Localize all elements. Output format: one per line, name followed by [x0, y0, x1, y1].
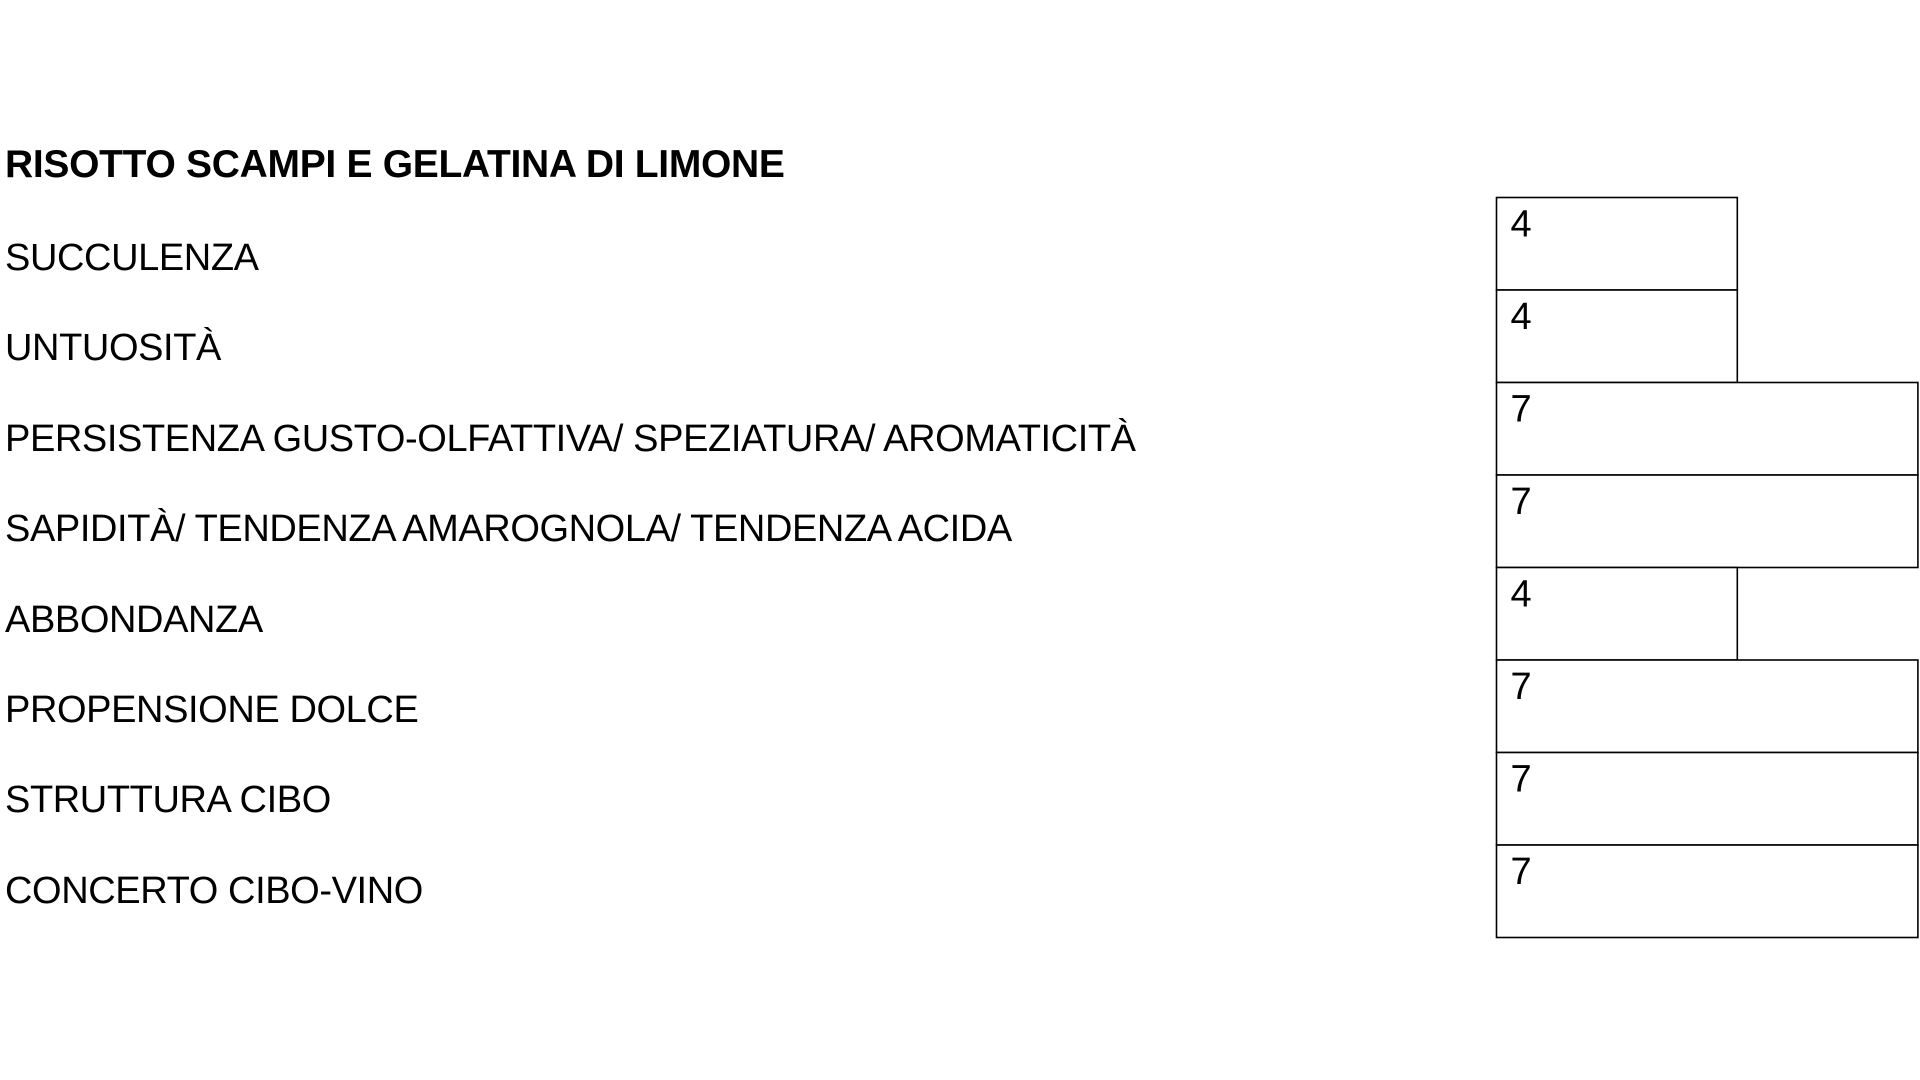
- chart-title: RISOTTO SCAMPI E GELATINA DI LIMONE: [5, 143, 785, 186]
- bar-value-label-8: 7: [1510, 851, 1532, 893]
- bar-value-label-2: 4: [1510, 296, 1532, 338]
- bar-value-label-3: 7: [1510, 388, 1532, 431]
- bar-value-label-5: 4: [1510, 573, 1532, 616]
- bar-4: [1497, 475, 1918, 568]
- bar-7: [1497, 753, 1918, 846]
- category-label-abbondanza: ABBONDANZA: [5, 599, 263, 641]
- category-label-concerto-cibo-vino: CONCERTO CIBO-VINO: [5, 870, 423, 912]
- bar-3: [1497, 383, 1918, 476]
- bar-value-label-1: 4: [1510, 203, 1532, 246]
- bar-8: [1497, 845, 1918, 938]
- bar-2: [1497, 290, 1738, 383]
- category-label-persistenza: PERSISTENZA GUSTO-OLFATTIVA/ SPEZIATURA/ AROMATICITÀ: [5, 418, 1136, 460]
- category-label-propensione-dolce: PROPENSIONE DOLCE: [5, 689, 419, 731]
- category-label-struttura-cibo: STRUTTURA CIBO: [5, 779, 331, 821]
- category-label-sapidita: SAPIDITÀ/ TENDENZA AMAROGNOLA/ TENDENZA ACIDA: [5, 508, 1012, 550]
- category-label-succulenza: SUCCULENZA: [5, 237, 259, 279]
- bar-value-label-7: 7: [1510, 758, 1532, 801]
- bar-value-label-6: 7: [1510, 666, 1532, 708]
- bar-value-label-4: 7: [1510, 481, 1532, 523]
- bar-5: [1497, 568, 1738, 661]
- category-label-untuosita: UNTUOSITÀ: [5, 327, 221, 369]
- bar-6: [1497, 660, 1918, 753]
- bar-1: [1497, 198, 1738, 291]
